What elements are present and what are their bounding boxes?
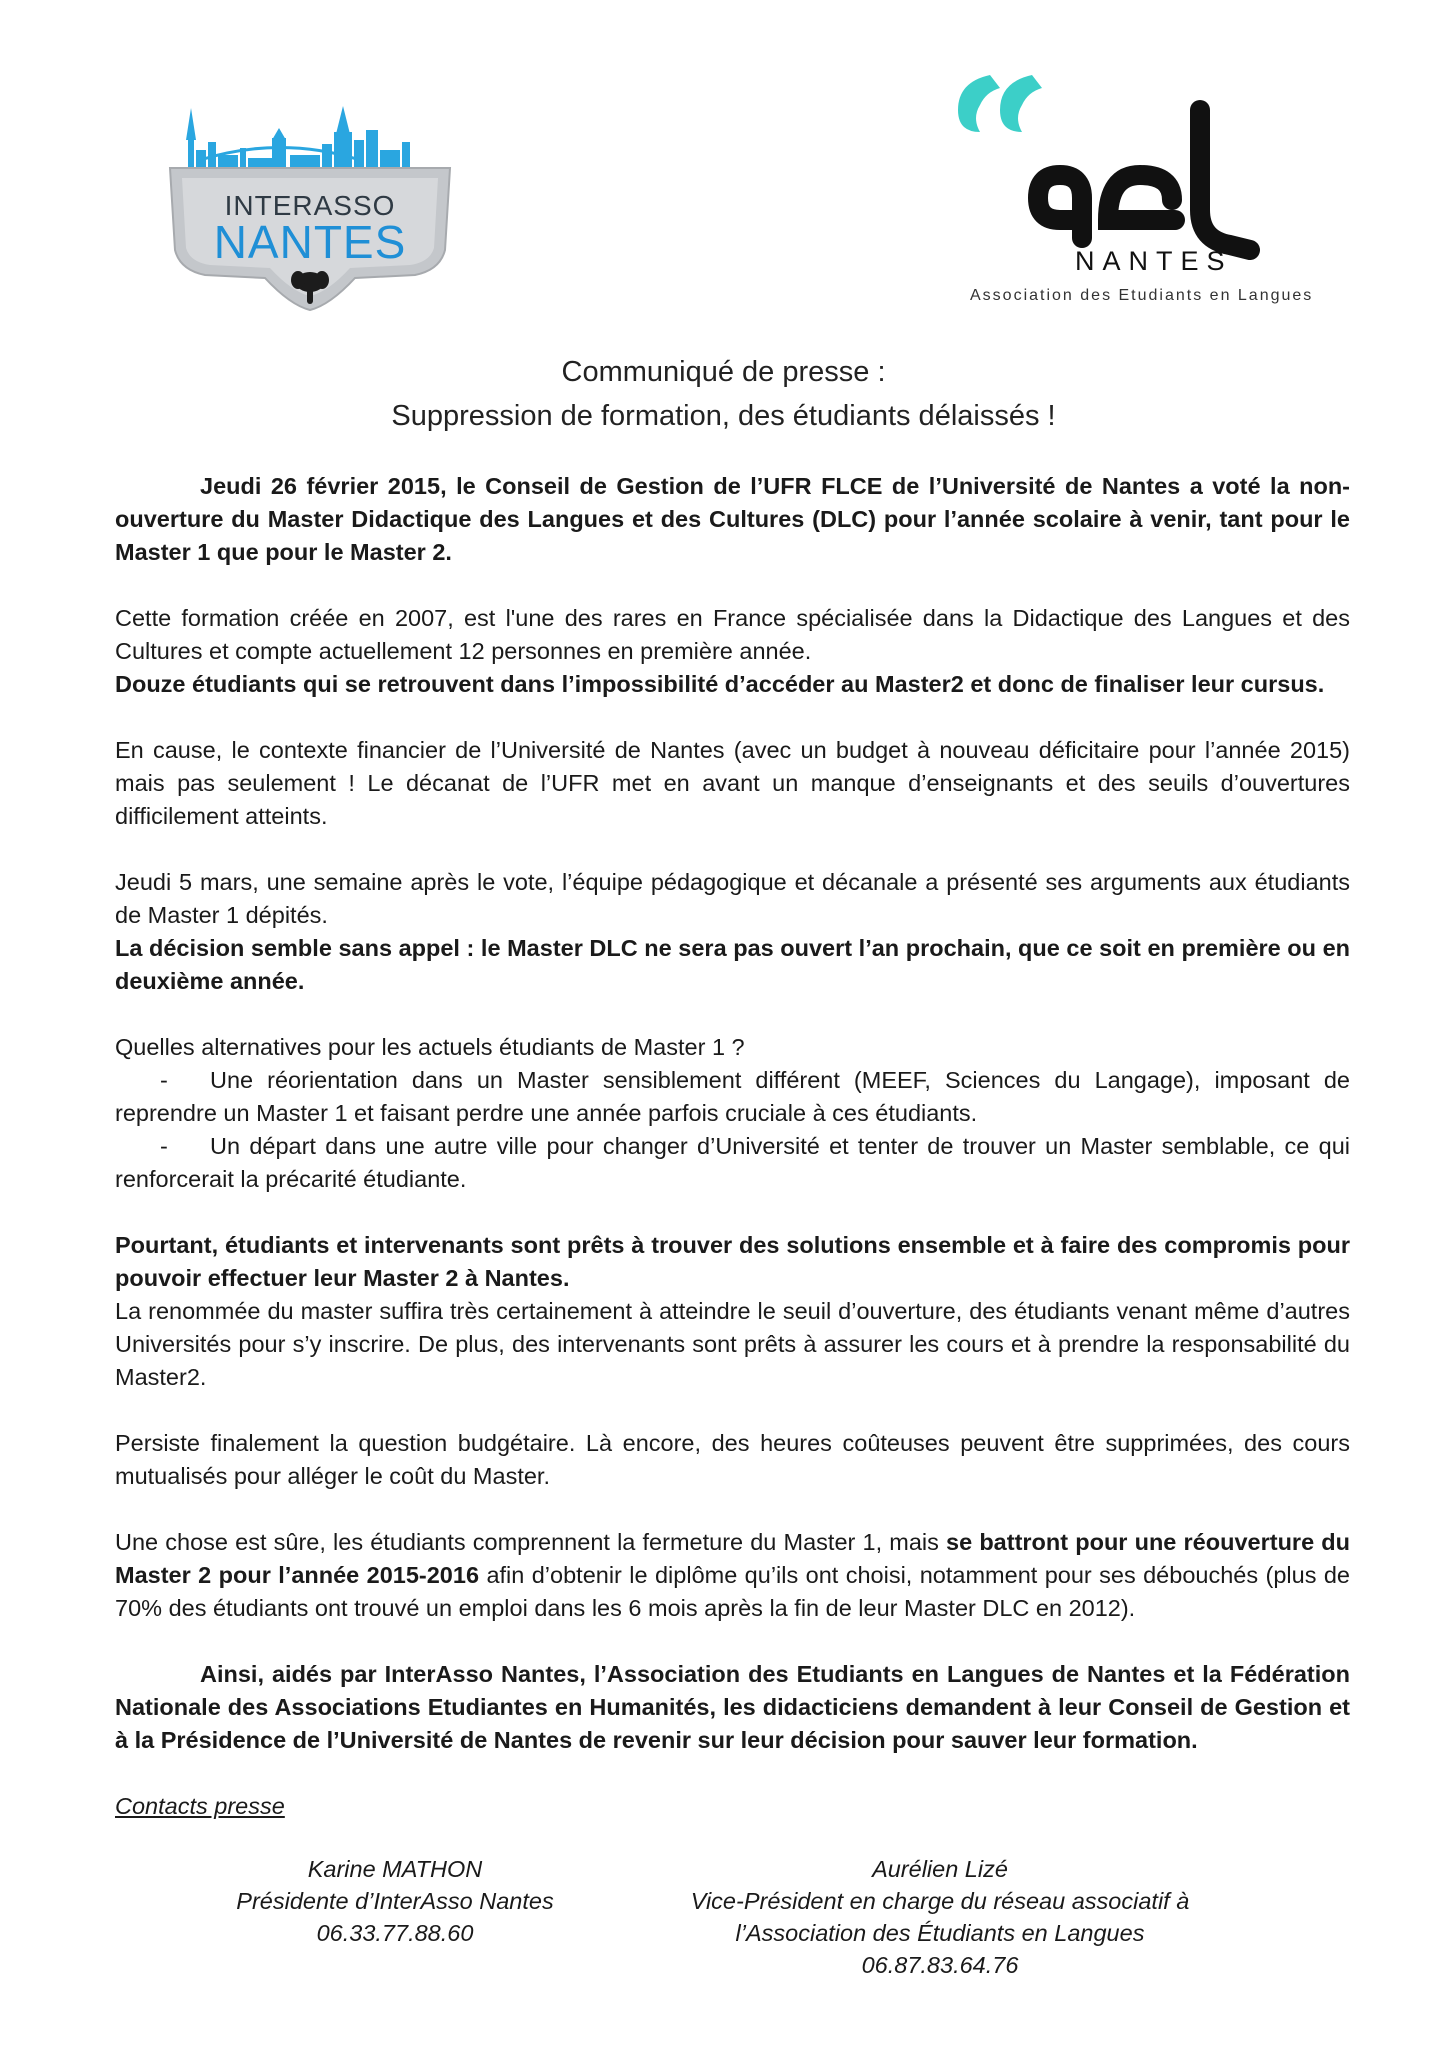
paragraph-6b: La renommée du master suffira très certainement à atteindre le seuil d’ouverture, des étudiants venant même d’autres Universités pour s’y inscrire. De plus, des intervenants sont prêts à assurer les cours et à prendre la responsabilité du Master2. <box>115 1298 1350 1390</box>
contact-right <box>685 1853 1195 1981</box>
press-release-body <box>115 470 1350 1983</box>
quote-icon <box>958 75 1042 132</box>
contact-left-role: Présidente d’InterAsso Nantes <box>236 1888 554 1914</box>
signatures <box>115 1853 1350 1983</box>
paragraph-4a: Jeudi 5 mars, une semaine après le vote, l’équipe pédagogique et décanale a présenté ses arguments aux étudiants de Master 1 dépités. <box>115 869 1350 928</box>
title-line-1: Communiqué de presse : <box>561 356 886 388</box>
paragraph-8-part-2: afin d’obtenir le diplôme qu’ils ont choisi, notamment pour ses débouchés (plus de 70% des étudiants ont trouvé un emploi dans les 6 mois après la fin de leur Master DLC en 2012). <box>115 1562 1350 1621</box>
ael-subtitle-text: Association des Etudiants en Langues <box>970 287 1314 304</box>
press-release-title <box>0 350 1447 438</box>
list-dash: - <box>160 1133 168 1159</box>
paragraph-2a: Cette formation créée en 2007, est l'une des rares en France spécialisée dans la Didactique des Langues et des Cultures et compte actuellement 12 personnes en première année. <box>115 605 1350 664</box>
skyline-icon <box>186 106 410 168</box>
contact-right-role-2: l’Association des Étudiants en Langues <box>735 1920 1145 1946</box>
list-dash: - <box>160 1067 168 1093</box>
logo-interasso-text: INTERASSO <box>224 190 396 221</box>
paragraph-9: Ainsi, aidés par InterAsso Nantes, l’Association des Etudiants en Langues de Nantes et la Fédération Nationale des Associations Etudiantes en Humanités, les didacticiens demandent à leur Conseil de Gestion et à la Présidence de l’Université de Nantes de revenir sur leur décision pour sauver leur formation. <box>115 1661 1350 1753</box>
list-item-text: Une réorientation dans un Master sensiblement différent (MEEF, Sciences du Langage), imposant de reprendre un Master 1 et faisant perdre une année parfois cruciale à ces étudiants. <box>115 1067 1350 1126</box>
contact-left-name: Karine MATHON <box>307 1856 483 1882</box>
list-item <box>115 1130 1350 1196</box>
list-item <box>115 1064 1350 1130</box>
ael-nantes-logo <box>950 70 1350 305</box>
paragraph-8-bold: se battront pour une réouverture du Master 2 pour l’année 2015-2016 <box>115 1529 1350 1588</box>
paragraph-7: Persiste finalement la question budgétaire. Là encore, des heures coûteuses peuvent être supprimées, des cours mutualisés pour alléger le coût du Master. <box>115 1430 1350 1489</box>
contact-right-phone: 06.87.83.64.76 <box>861 1952 1019 1978</box>
paragraph-1: Jeudi 26 février 2015, le Conseil de Gestion de l’UFR FLCE de l’Université de Nantes a voté la non-ouverture du Master Didactique des Langues et des Cultures (DLC) pour l’année scolaire à venir, tant pour le Master 1 que pour le Master 2. <box>115 473 1350 565</box>
interasso-logo-graphic <box>160 100 460 315</box>
paragraph-4b: La décision semble sans appel : le Master DLC ne sera pas ouvert l’an prochain, que ce soit en première ou en deuxième année. <box>115 935 1350 994</box>
title-line-2: Suppression de formation, des étudiants délaissés ! <box>391 400 1056 432</box>
paragraph-6a: Pourtant, étudiants et intervenants sont prêts à trouver des solutions ensemble et à faire des compromis pour pouvoir effectuer leur Master 2 à Nantes. <box>115 1232 1350 1291</box>
ael-nantes-text: NANTES <box>1075 246 1233 276</box>
ael-logo-graphic <box>950 70 1350 305</box>
logo-nantes-text: NANTES <box>213 216 407 268</box>
list-item-text: Un départ dans une autre ville pour changer d’Université et tenter de trouver un Master semblable, ce qui renforcerait la précarité étudiante. <box>115 1133 1350 1192</box>
paragraph-8-part-1: Une chose est sûre, les étudiants comprennent la fermeture du Master 1, mais <box>115 1529 947 1555</box>
paragraph-3: En cause, le contexte financier de l’Université de Nantes (avec un budget à nouveau déficitaire pour l’année 2015) mais pas seulement ! Le décanat de l’UFR met en avant un manque d’enseignants et des seuils d’ouvertures difficilement atteints. <box>115 737 1350 829</box>
contact-left-phone: 06.33.77.88.60 <box>316 1920 474 1946</box>
contact-right-name: Aurélien Lizé <box>872 1856 1008 1882</box>
contact-left <box>225 1853 565 1949</box>
contact-right-role-1: Vice-Président en charge du réseau associatif à <box>690 1888 1190 1914</box>
ael-mark-graphic <box>1038 110 1250 250</box>
contacts-label: Contacts presse <box>115 1793 285 1819</box>
paragraph-2b: Douze étudiants qui se retrouvent dans l’impossibilité d’accéder au Master2 et donc de finaliser leur cursus. <box>115 671 1325 697</box>
paragraph-5: Quelles alternatives pour les actuels étudiants de Master 1 ? <box>115 1034 745 1060</box>
interasso-nantes-logo <box>160 100 460 315</box>
paragraph-8 <box>115 1526 1350 1625</box>
